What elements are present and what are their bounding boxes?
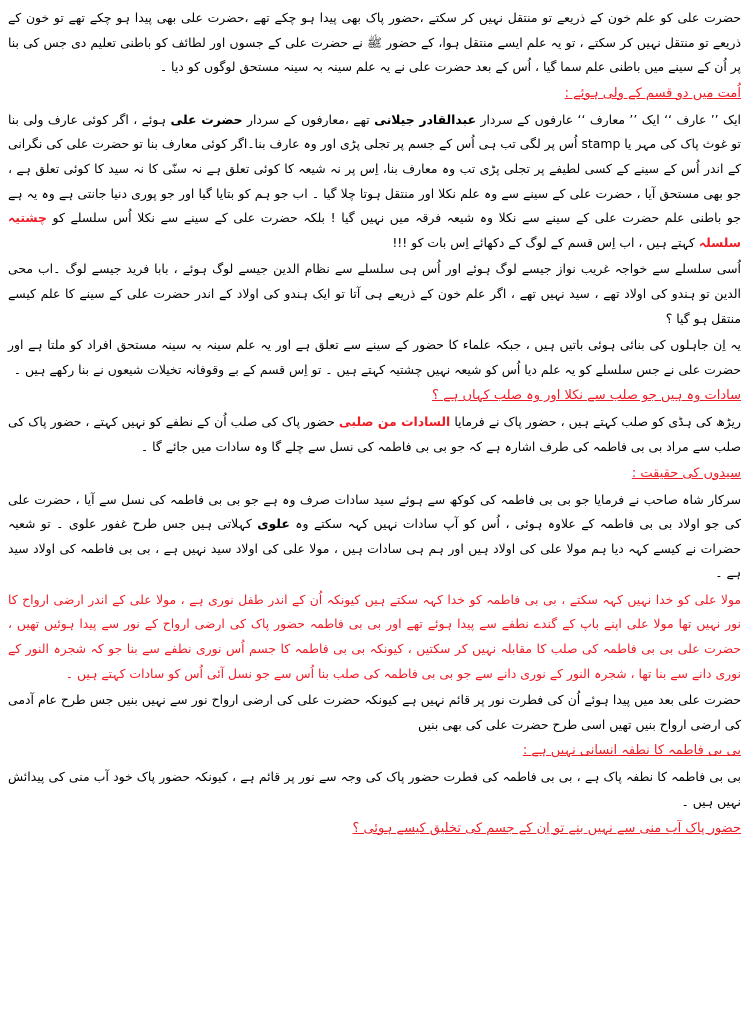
highlighted-phrase: السادات من صلبی <box>338 414 451 430</box>
paragraph-text: یہ اِن جاہلوں کی بنائی ہوئی باتیں ہیں ، جبکہ علماء کا حضور کے سینے سے تعلق ہے اور یہ علم سینہ بہ سینہ مستحق افراد کو ملتا ہے اور حضرت علی نے جس سلسلے کو یہ علم دیا اُس کو شیعہ نہیں چشتیہ کہتے ہیں ۔ تو اِس قسم کے بے وقوفانہ تخیلات شیعوں نے بنا رکھے ہیں ۔ <box>8 337 741 377</box>
bold-phrase: علوی <box>257 516 290 532</box>
highlighted-phrase: چشتیہ سلسلہ <box>8 210 741 250</box>
paragraph-text: اُسی سلسلے سے خواجہ غریب نواز جیسے لوگ ہوئے اور اُس ہی سلسلے سے نظام الدین جیسے لوگ ہوئے ، بابا فرید جیسے لوگ ۔اب محی الدین تو ہندو کی اولاد تھے ، سید نہیں تھے ، اگر علم خون کے ذریعے ہی آتا تو ایک ہندو کی اولاد کے اندر حضرت علی کے سینے کا علم کیسے منتقل ہو گیا ؟ <box>8 261 741 326</box>
bold-phrase: عبدالقادر جیلانی <box>374 111 477 127</box>
section-heading: سادات وہ ہیں جو صلب سے نکلا اور وہ صلب کہاں ہے ؟ <box>432 388 741 404</box>
paragraph-text: حضرت علی بعد میں پیدا ہوئے اُن کی فطرت نور پر قائم نہیں ہے کیونکہ حضرت علی کی ارضی ارواح نور سے نہیں بنیں جس طرح عام آدمی کی ارضی ارواح بنیں تھیں اسی طرح حضرت علی کی بھی بنیں <box>8 692 741 732</box>
body-paragraph <box>8 108 741 256</box>
body-paragraph <box>8 410 741 459</box>
paragraph-text: بی بی فاطمہ کا نطفہ پاک ہے ، بی بی فاطمہ کی فطرت حضور پاک کی وجہ سے نور پر قائم ہے ، کیونکہ حضور پاک خود آب منی کی پیدائش نہیں ہیں ۔ <box>8 769 741 810</box>
body-paragraph <box>8 688 741 737</box>
paragraph-text: کہتے ہیں ، اب اِس قسم کے لوگ کے دکھائے اِس بات کو !!! <box>392 234 699 250</box>
body-paragraph <box>8 588 741 686</box>
body-paragraph <box>8 257 741 331</box>
body-paragraph <box>8 488 741 586</box>
bold-phrase: حضرت علی <box>170 111 243 127</box>
paragraph-text: حضور پاک کی صلب اُن کے نطفے کو نہیں کہتے ، حضور پاک کی صلب سے مراد بی بی فاطمہ کی طرف اشارہ ہے کہ جو بی بی فاطمہ کی نسل سے چلے گا وہ سادات میں جائے گا ۔ <box>8 414 741 454</box>
paragraph-text: سرکار شاہ صاحب نے فرمایا جو بی بی فاطمہ کی کوکھ سے ہوئے سید سادات صرف وہ ہے جو بی بی فاطمہ کی نسل سے آیا ، حضرت علی کی جو اولاد بی بی فاطمہ کے علاوہ ہوئی ، اُس کو آپ سادات نہیں کہہ سکتے وہ <box>8 491 741 532</box>
section-heading: سیدوں کی حقیقت : <box>631 465 741 481</box>
paragraph-text: ہوئے ، اگر کوئی عارف ولی بنا تو غوث پاک کی مہر یا stamp اُس پر لگی تب ہی اُس کے جسم پر تجلی پڑی اور وہ عارف بنا۔اگر کوئی معارف بنا تو حضرت علی کی نگرانی کے اندر اُس کے سینے کے کسی لطیفے پر تجلی پڑی تب وہ معارف بنا، اِس پر نہ شیعہ کا کوئی تعلق ہے نہ سنّی کا نہ سید کا کوئی تعلق ہے ، جو بھی مستحق آیا ، حضرت علی کے سینے سے وہ علم نکلا اور منتقل ہوتا چلا گیا ۔ اب جو ہم کو بتایا گیا اور جو پوری دنیا جانتی ہے وہ یہ ہے جو باطنی علم حضرت علی کے سینے سے نکلا وہ شیعہ فرقہ میں نہیں گیا ! بلکہ حضرت علی کے سینے سے نکلا اُس سلسلے کو <box>8 111 741 226</box>
paragraph-text: مولا علی کو خدا نہیں کہہ سکتے ، بی بی فاطمہ کو خدا کہہ سکتے ہیں کیونکہ اُن کے اندر طفل نوری ہے ، مولا علی کے اندر ارضی ارواح کا نور نہیں تھا مولا علی اپنے باپ کے گندے نطفے سے پیدا ہوئے تھے اور بی بی فاطمہ حضور پاک کی ارضی ارواح کے نور سے پیدا ہوئیں تھیں ، حضرت علی بی بی فاطمہ کی صلب کا مقابلہ نہیں کر سکتیں ، کیونکہ بی بی فاطمہ کا جسم اُس نوری نطفے سے بنا جو کہ شجرہ النور کے نوری دانے سے بنا تھا ، شجرہ النور کے نوری دانے سے جو بی بی فاطمہ کی صلب بنا اُس سے جو نسل آئی اُس کو سادات کہتے ہیں ۔ <box>8 591 741 681</box>
body-paragraph <box>8 333 741 382</box>
body-paragraph <box>8 6 741 80</box>
paragraph-text: کہلاتی ہیں جس طرح غفور علوی ۔ تو شعیہ حضرات نے کیسے کہہ دیا ہم مولا علی کی اولاد ہیں اور ہم ہی سادات ہیں ، مولا علی کی اولاد سید نہیں ہے ، بی بی فاطمہ کی اولاد سید ہے ۔ <box>8 516 741 581</box>
paragraph-text: تھے ،معارفوں کے سردار <box>242 111 375 127</box>
section-heading: حضور پاک آب منی سے نہیں بنے تو اِن کے جسم کی تخلیق کیسے ہوئی ؟ <box>352 820 741 836</box>
section-heading: اُمت میں دو قسم کے ولی ہوئے : <box>564 85 741 101</box>
paragraph-text: حضرت علی کو علم خون کے ذریعے تو منتقل نہیں کر سکتے ،حضور پاک بھی پیدا ہو چکے تھے ،حضرت علی بھی پیدا ہو چکے تھے تو خون کے ذریعے تو منتقل نہیں کر سکتے ، تو یہ علم ایسے منتقل ہوا، کے حضور ﷺ نے حضرت علی کے جسوں اور لطائف کو باطنی تعلیم دی جس کی بنا پر اُن کے سینے میں باطنی علم سما گیا ، اُس کے بعد حضرت علی نے یہ علم سینہ بہ سینہ مستحق لوگوں کو دیا ۔ <box>8 10 741 75</box>
paragraph-text: ریڑھ کی ہڈی کو صلب کہتے ہیں ، حضور پاک نے فرمایا <box>450 414 741 430</box>
paragraph-text: ایک ’’ عارف ‘‘ ایک ’’ معارف ‘‘ عارفوں کے سردار <box>476 111 741 127</box>
section-heading: بی بی فاطمہ کا نطفہ انسانی نہیں ہے : <box>522 743 741 759</box>
body-paragraph <box>8 765 741 814</box>
